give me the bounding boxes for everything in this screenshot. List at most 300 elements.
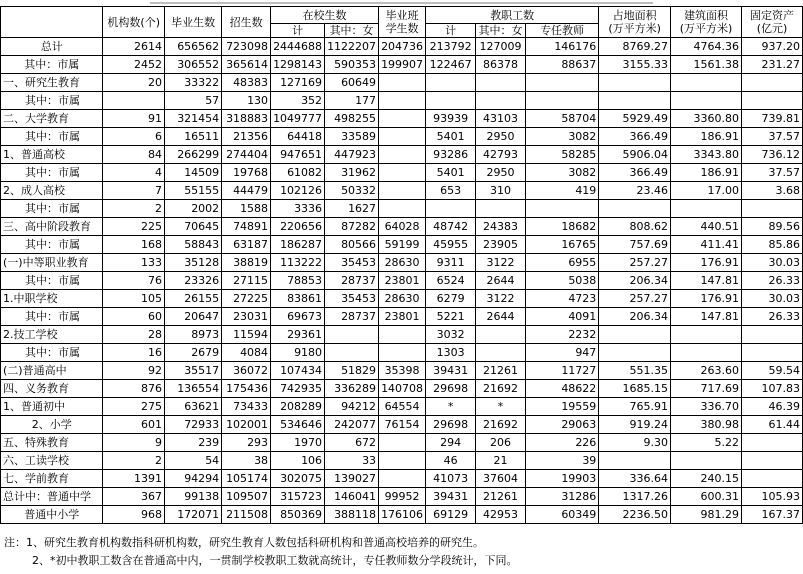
table-row bbox=[1, 74, 803, 92]
table-cell: 2644 bbox=[476, 308, 526, 326]
table-cell: 21 bbox=[476, 452, 526, 470]
row-label: 2、成人高校 bbox=[1, 182, 103, 200]
table-cell: 86378 bbox=[476, 56, 526, 74]
row-label: 四、义务教育 bbox=[1, 380, 103, 398]
table-cell: 186.91 bbox=[670, 164, 741, 182]
table-cell: 186.91 bbox=[670, 128, 741, 146]
table-cell: 60 bbox=[103, 308, 165, 326]
table-cell: 3122 bbox=[476, 254, 526, 272]
table-cell: 50332 bbox=[325, 182, 379, 200]
table-cell: 29361 bbox=[271, 326, 325, 344]
table-cell: 850369 bbox=[271, 506, 325, 524]
table-cell: 48742 bbox=[426, 218, 476, 236]
table-cell: 105.93 bbox=[742, 488, 803, 506]
table-cell: * bbox=[476, 398, 526, 416]
table-cell: 7 bbox=[103, 182, 165, 200]
row-label: 其中：市属 bbox=[1, 164, 103, 182]
table-cell: 225 bbox=[103, 218, 165, 236]
table-cell: 2 bbox=[103, 452, 165, 470]
table-cell: 33589 bbox=[325, 128, 379, 146]
table-cell: 109507 bbox=[222, 488, 271, 506]
table-cell: 176106 bbox=[379, 506, 426, 524]
table-cell: 42953 bbox=[476, 506, 526, 524]
table-cell: 91 bbox=[103, 110, 165, 128]
table-cell: 2236.50 bbox=[599, 506, 671, 524]
table-cell: 99138 bbox=[165, 488, 222, 506]
table-row bbox=[1, 92, 803, 110]
table-cell bbox=[670, 344, 741, 362]
table-row bbox=[1, 164, 803, 182]
table-cell: 93286 bbox=[426, 146, 476, 164]
table-cell: 2452 bbox=[103, 56, 165, 74]
table-cell: 4723 bbox=[525, 290, 598, 308]
table-cell: 8769.27 bbox=[599, 38, 671, 56]
table-cell: 176.91 bbox=[670, 290, 741, 308]
table-row bbox=[1, 452, 803, 470]
table-cell: 93939 bbox=[426, 110, 476, 128]
table-cell: 947 bbox=[525, 344, 598, 362]
table-cell: 5221 bbox=[426, 308, 476, 326]
table-cell: 447923 bbox=[325, 146, 379, 164]
table-cell: 23031 bbox=[222, 308, 271, 326]
table-cell: 64418 bbox=[271, 128, 325, 146]
table-cell: 168 bbox=[103, 236, 165, 254]
table-cell: 321454 bbox=[165, 110, 222, 128]
table-cell: 1122207 bbox=[325, 38, 379, 56]
row-label: 五、特殊教育 bbox=[1, 434, 103, 452]
table-cell: 37.57 bbox=[742, 128, 803, 146]
table-cell: 19768 bbox=[222, 164, 271, 182]
table-cell: 26.33 bbox=[742, 308, 803, 326]
table-cell: 88637 bbox=[525, 56, 598, 74]
table-cell: 72933 bbox=[165, 416, 222, 434]
table-cell: 1303 bbox=[426, 344, 476, 362]
table-cell: 293 bbox=[222, 434, 271, 452]
table-cell: 133 bbox=[103, 254, 165, 272]
table-cell bbox=[742, 434, 803, 452]
table-cell bbox=[525, 200, 598, 218]
table-cell: 3343.80 bbox=[670, 146, 741, 164]
table-cell: 39 bbox=[525, 452, 598, 470]
table-cell: 36072 bbox=[222, 362, 271, 380]
table-cell bbox=[742, 200, 803, 218]
table-cell: 2444688 bbox=[271, 38, 325, 56]
table-cell bbox=[599, 92, 671, 110]
table-cell bbox=[379, 110, 426, 128]
table-cell bbox=[525, 92, 598, 110]
table-cell: 69673 bbox=[271, 308, 325, 326]
table-cell: 33 bbox=[325, 452, 379, 470]
table-cell: 6955 bbox=[525, 254, 598, 272]
table-cell: 1298143 bbox=[271, 56, 325, 74]
table-cell: 275 bbox=[103, 398, 165, 416]
table-cell: 172071 bbox=[165, 506, 222, 524]
table-cell: 63621 bbox=[165, 398, 222, 416]
table-row bbox=[1, 488, 803, 506]
row-label: 其中：市属 bbox=[1, 200, 103, 218]
table-cell: 4084 bbox=[222, 344, 271, 362]
table-cell: 2950 bbox=[476, 164, 526, 182]
table-cell: 18682 bbox=[525, 218, 598, 236]
table-cell: 3122 bbox=[476, 290, 526, 308]
table-cell: 257.27 bbox=[599, 290, 671, 308]
table-cell bbox=[670, 452, 741, 470]
table-cell: 30.03 bbox=[742, 254, 803, 272]
table-cell: 876 bbox=[103, 380, 165, 398]
table-cell: 74891 bbox=[222, 218, 271, 236]
table-cell: 21261 bbox=[476, 488, 526, 506]
table-cell: 105 bbox=[103, 290, 165, 308]
table-cell: 27115 bbox=[222, 272, 271, 290]
table-cell: 61.44 bbox=[742, 416, 803, 434]
table-cell: * bbox=[426, 398, 476, 416]
table-cell: 5929.49 bbox=[599, 110, 671, 128]
table-cell: 16511 bbox=[165, 128, 222, 146]
table-cell: 736.12 bbox=[742, 146, 803, 164]
row-label: 总计 bbox=[1, 38, 103, 56]
table-cell: 206.34 bbox=[599, 308, 671, 326]
table-cell: 4 bbox=[103, 164, 165, 182]
table-cell: 167.37 bbox=[742, 506, 803, 524]
table-cell bbox=[599, 344, 671, 362]
table-cell: 38 bbox=[222, 452, 271, 470]
table-cell bbox=[379, 74, 426, 92]
note-1: 注：1、研究生教育机构数指科研机构数，研究生教育人数包括科研机构和普通高校培养的研究生。 bbox=[4, 536, 484, 549]
table-cell: 60349 bbox=[525, 506, 598, 524]
table-cell: 39431 bbox=[426, 362, 476, 380]
table-cell: 23905 bbox=[476, 236, 526, 254]
table-cell: 5038 bbox=[525, 272, 598, 290]
table-cell: 365614 bbox=[222, 56, 271, 74]
row-label: 其中：市属 bbox=[1, 92, 103, 110]
table-cell: 310 bbox=[476, 182, 526, 200]
table-cell: 46 bbox=[426, 452, 476, 470]
table-cell: 28737 bbox=[325, 308, 379, 326]
table-cell: 302075 bbox=[271, 470, 325, 488]
table-cell: 24383 bbox=[476, 218, 526, 236]
table-cell: 366.49 bbox=[599, 164, 671, 182]
table-cell: 21261 bbox=[476, 362, 526, 380]
table-cell: 28 bbox=[103, 326, 165, 344]
table-cell: 64028 bbox=[379, 218, 426, 236]
table-cell: 48622 bbox=[525, 380, 598, 398]
table-cell: 411.41 bbox=[670, 236, 741, 254]
table-cell: 69129 bbox=[426, 506, 476, 524]
table-cell: 20 bbox=[103, 74, 165, 92]
table-cell: 58843 bbox=[165, 236, 222, 254]
table-cell: 263.60 bbox=[670, 362, 741, 380]
table-cell: 21692 bbox=[476, 380, 526, 398]
table-cell: 440.51 bbox=[670, 218, 741, 236]
header-staff-teachers: 专任教师 bbox=[525, 24, 598, 38]
table-cell: 113222 bbox=[271, 254, 325, 272]
table-cell: 6 bbox=[103, 128, 165, 146]
table-cell: 29698 bbox=[426, 380, 476, 398]
table-cell: 175436 bbox=[222, 380, 271, 398]
table-cell: 9180 bbox=[271, 344, 325, 362]
table-cell bbox=[742, 344, 803, 362]
table-cell: 5401 bbox=[426, 164, 476, 182]
table-cell: 87282 bbox=[325, 218, 379, 236]
table-cell: 46.39 bbox=[742, 398, 803, 416]
table-cell: 60649 bbox=[325, 74, 379, 92]
table-row bbox=[1, 56, 803, 74]
table-cell: 99952 bbox=[379, 488, 426, 506]
header-land-area: 占地面积 (万平方米) bbox=[599, 7, 671, 38]
table-cell bbox=[379, 452, 426, 470]
table-cell: 199907 bbox=[379, 56, 426, 74]
table-cell: 11727 bbox=[525, 362, 598, 380]
table-cell: 498255 bbox=[325, 110, 379, 128]
row-label: 1、普通高校 bbox=[1, 146, 103, 164]
table-cell: 16 bbox=[103, 344, 165, 362]
row-label: (一)中等职业教育 bbox=[1, 254, 103, 272]
table-cell: 19903 bbox=[525, 470, 598, 488]
table-cell: 57 bbox=[165, 92, 222, 110]
table-cell: 3155.33 bbox=[599, 56, 671, 74]
table-cell: 55155 bbox=[165, 182, 222, 200]
table-cell: 6279 bbox=[426, 290, 476, 308]
table-cell: 186287 bbox=[271, 236, 325, 254]
table-cell: 176.91 bbox=[670, 254, 741, 272]
table-cell bbox=[426, 74, 476, 92]
table-cell: 808.62 bbox=[599, 218, 671, 236]
table-cell bbox=[476, 200, 526, 218]
table-cell bbox=[379, 434, 426, 452]
table-cell: 127169 bbox=[271, 74, 325, 92]
table-cell: 17.00 bbox=[670, 182, 741, 200]
table-cell: 9.30 bbox=[599, 434, 671, 452]
table-cell: 2232 bbox=[525, 326, 598, 344]
table-cell: 4764.36 bbox=[670, 38, 741, 56]
table-cell: 3.68 bbox=[742, 182, 803, 200]
table-cell bbox=[325, 326, 379, 344]
table-cell: 5401 bbox=[426, 128, 476, 146]
table-cell: 4091 bbox=[525, 308, 598, 326]
table-cell: 33322 bbox=[165, 74, 222, 92]
table-body bbox=[1, 38, 803, 524]
table-row bbox=[1, 272, 803, 290]
table-cell: 213792 bbox=[426, 38, 476, 56]
table-cell bbox=[599, 452, 671, 470]
row-label: 2.技工学校 bbox=[1, 326, 103, 344]
table-cell: 85.86 bbox=[742, 236, 803, 254]
table-cell: 94212 bbox=[325, 398, 379, 416]
header-staff: 教职工数 bbox=[426, 7, 599, 24]
table-cell: 147.81 bbox=[670, 308, 741, 326]
table-cell: 937.20 bbox=[742, 38, 803, 56]
table-cell: 76 bbox=[103, 272, 165, 290]
table-cell: 294 bbox=[426, 434, 476, 452]
table-cell: 102001 bbox=[222, 416, 271, 434]
table-cell bbox=[476, 326, 526, 344]
table-cell: 366.49 bbox=[599, 128, 671, 146]
header-graduating-class: 毕业班 学生数 bbox=[379, 7, 426, 38]
table-cell: 3336 bbox=[271, 200, 325, 218]
table-cell bbox=[325, 344, 379, 362]
table-row bbox=[1, 254, 803, 272]
table-cell bbox=[476, 344, 526, 362]
row-label: 一、研究生教育 bbox=[1, 74, 103, 92]
header-staff-female: 其中：女 bbox=[476, 24, 526, 38]
table-row bbox=[1, 506, 803, 524]
table-cell bbox=[742, 74, 803, 92]
table-cell: 306552 bbox=[165, 56, 222, 74]
table-row bbox=[1, 200, 803, 218]
table-cell: 61082 bbox=[271, 164, 325, 182]
table-cell: 1049777 bbox=[271, 110, 325, 128]
table-cell: 765.91 bbox=[599, 398, 671, 416]
table-cell: 130 bbox=[222, 92, 271, 110]
row-label: 其中：市属 bbox=[1, 272, 103, 290]
table-cell: 2644 bbox=[476, 272, 526, 290]
table-cell bbox=[379, 92, 426, 110]
table-row bbox=[1, 290, 803, 308]
table-cell: 2679 bbox=[165, 344, 222, 362]
table-cell bbox=[670, 326, 741, 344]
table-cell bbox=[742, 452, 803, 470]
table-cell: 58285 bbox=[525, 146, 598, 164]
table-cell: 1391 bbox=[103, 470, 165, 488]
table-row bbox=[1, 434, 803, 452]
table-row bbox=[1, 362, 803, 380]
table-cell: 242077 bbox=[325, 416, 379, 434]
table-cell: 231.27 bbox=[742, 56, 803, 74]
table-cell: 20647 bbox=[165, 308, 222, 326]
table-cell bbox=[670, 92, 741, 110]
table-cell: 92 bbox=[103, 362, 165, 380]
table-cell: 106 bbox=[271, 452, 325, 470]
table-cell: 226 bbox=[525, 434, 598, 452]
table-cell: 600.31 bbox=[670, 488, 741, 506]
table-row bbox=[1, 326, 803, 344]
table-cell: 672 bbox=[325, 434, 379, 452]
row-label: 1.中职学校 bbox=[1, 290, 103, 308]
table-cell: 107434 bbox=[271, 362, 325, 380]
row-label: 1、普通初中 bbox=[1, 398, 103, 416]
table-cell bbox=[742, 470, 803, 488]
row-label: 二、大学教育 bbox=[1, 110, 103, 128]
table-cell: 9 bbox=[103, 434, 165, 452]
table-cell: 206.34 bbox=[599, 272, 671, 290]
table-cell: 29063 bbox=[525, 416, 598, 434]
table-cell: 35453 bbox=[325, 254, 379, 272]
table-cell: 739.81 bbox=[742, 110, 803, 128]
table-cell: 14509 bbox=[165, 164, 222, 182]
row-label: 七、学前教育 bbox=[1, 470, 103, 488]
note-2: 2、*初中教职工数含在普通高中内，一贯制学校教职工数就高统计，专任教师数分学段统计，下同。 bbox=[32, 554, 518, 567]
header-in-school-total: 计 bbox=[271, 24, 325, 38]
table-cell: 107.83 bbox=[742, 380, 803, 398]
header-enrollment: 招生数 bbox=[222, 7, 271, 38]
row-label: (二)普通高中 bbox=[1, 362, 103, 380]
header-building-area: 建筑面积 (万平方米) bbox=[670, 7, 741, 38]
table-cell: 551.35 bbox=[599, 362, 671, 380]
table-cell bbox=[379, 326, 426, 344]
table-cell: 266299 bbox=[165, 146, 222, 164]
education-statistics-table bbox=[0, 6, 803, 524]
table-cell: 43103 bbox=[476, 110, 526, 128]
table-cell: 23326 bbox=[165, 272, 222, 290]
header-blank-cell bbox=[1, 7, 103, 38]
table-cell: 981.29 bbox=[670, 506, 741, 524]
table-cell: 336.64 bbox=[599, 470, 671, 488]
table-row bbox=[1, 380, 803, 398]
table-cell: 63187 bbox=[222, 236, 271, 254]
table-cell: 968 bbox=[103, 506, 165, 524]
table-cell: 717.69 bbox=[670, 380, 741, 398]
table-cell: 94294 bbox=[165, 470, 222, 488]
table-cell: 2 bbox=[103, 200, 165, 218]
row-label: 其中：市属 bbox=[1, 344, 103, 362]
table-cell: 73433 bbox=[222, 398, 271, 416]
table-cell: 84 bbox=[103, 146, 165, 164]
table-cell: 80566 bbox=[325, 236, 379, 254]
table-cell: 147.81 bbox=[670, 272, 741, 290]
table-header bbox=[1, 7, 803, 38]
table-cell bbox=[426, 92, 476, 110]
header-institutions: 机构数(个) bbox=[103, 7, 165, 38]
table-cell bbox=[670, 200, 741, 218]
table-cell: 23801 bbox=[379, 272, 426, 290]
table-cell: 78853 bbox=[271, 272, 325, 290]
header-in-school: 在校生数 bbox=[271, 7, 379, 24]
table-cell bbox=[379, 470, 426, 488]
table-row bbox=[1, 110, 803, 128]
table-cell: 11594 bbox=[222, 326, 271, 344]
table-cell: 122467 bbox=[426, 56, 476, 74]
table-cell: 2950 bbox=[476, 128, 526, 146]
table-cell bbox=[525, 74, 598, 92]
table-cell: 23.46 bbox=[599, 182, 671, 200]
table-cell: 206 bbox=[476, 434, 526, 452]
table-row bbox=[1, 236, 803, 254]
table-cell: 146176 bbox=[525, 38, 598, 56]
table-cell: 380.98 bbox=[670, 416, 741, 434]
table-cell: 177 bbox=[325, 92, 379, 110]
table-cell: 38819 bbox=[222, 254, 271, 272]
table-cell: 30.03 bbox=[742, 290, 803, 308]
table-cell: 601 bbox=[103, 416, 165, 434]
table-row bbox=[1, 308, 803, 326]
table-row bbox=[1, 146, 803, 164]
table-cell: 336289 bbox=[325, 380, 379, 398]
table-cell: 140708 bbox=[379, 380, 426, 398]
table-cell: 8973 bbox=[165, 326, 222, 344]
table-cell: 28737 bbox=[325, 272, 379, 290]
table-cell: 29698 bbox=[426, 416, 476, 434]
table-cell: 3082 bbox=[525, 164, 598, 182]
table-cell: 83861 bbox=[271, 290, 325, 308]
table-cell: 367 bbox=[103, 488, 165, 506]
table-cell: 2614 bbox=[103, 38, 165, 56]
row-label: 其中：市属 bbox=[1, 236, 103, 254]
row-label: 三、高中阶段教育 bbox=[1, 218, 103, 236]
table-cell: 35517 bbox=[165, 362, 222, 380]
table-cell: 1561.38 bbox=[670, 56, 741, 74]
header-fixed-assets: 固定资产 (亿元) bbox=[742, 7, 803, 38]
row-label: 2、小学 bbox=[1, 416, 103, 434]
header-in-school-female: 其中：女 bbox=[325, 24, 379, 38]
table-cell: 318883 bbox=[222, 110, 271, 128]
table-cell: 6524 bbox=[426, 272, 476, 290]
table-cell: 220656 bbox=[271, 218, 325, 236]
table-cell: 653 bbox=[426, 182, 476, 200]
table-cell: 26155 bbox=[165, 290, 222, 308]
table-cell: 352 bbox=[271, 92, 325, 110]
table-cell: 315723 bbox=[271, 488, 325, 506]
table-cell bbox=[742, 326, 803, 344]
